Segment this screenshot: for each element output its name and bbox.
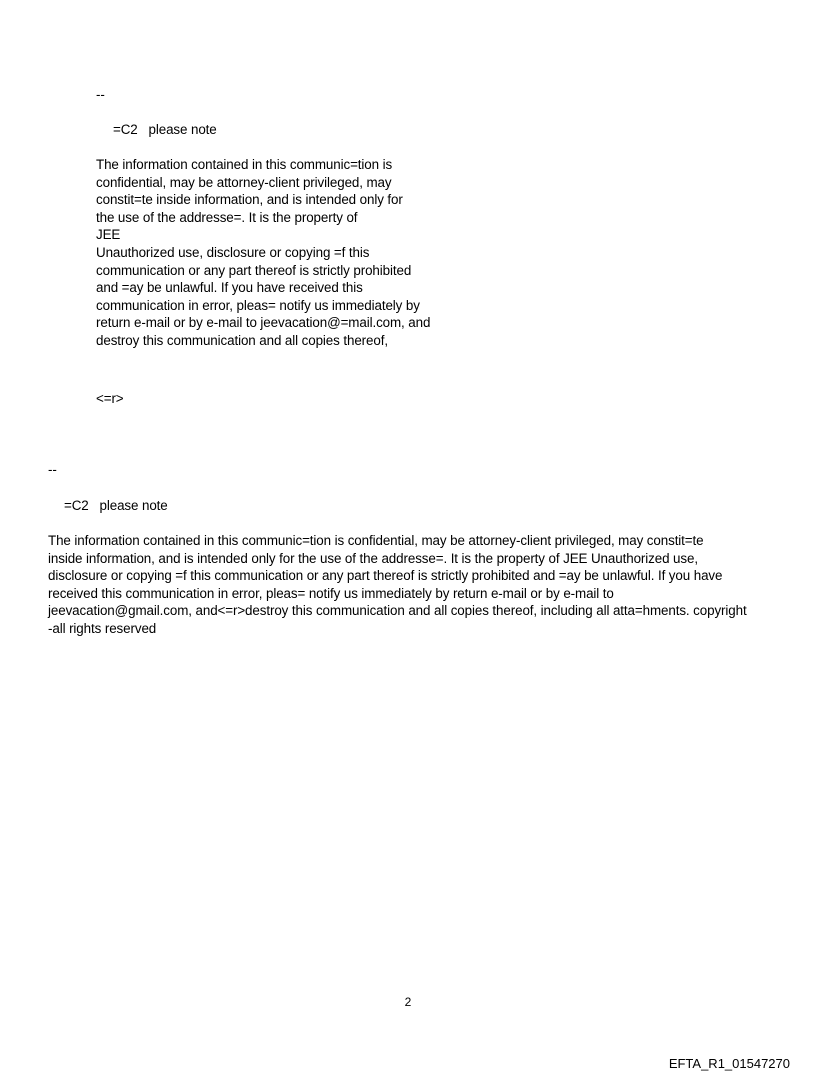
- page-number: 2: [404, 995, 412, 1009]
- document-id: EFTA_R1_01547270: [668, 1056, 790, 1071]
- section1-paragraph-line: confidential, may be attorney-client privileged, may: [96, 174, 392, 190]
- section1-note-heading: =C2 please note: [113, 122, 217, 137]
- section1-paragraph-line: communication in error, pleas= notify us immediately by: [96, 297, 420, 313]
- section1-trailer: <=r>: [96, 391, 124, 406]
- section1-paragraph: [96, 156, 430, 350]
- section2-paragraph-line: The information contained in this communic=tion is confidential, may be attorney-client privileged, may constit=te: [48, 533, 704, 548]
- section1-paragraph-line: destroy this communication and all copies thereof,: [96, 332, 388, 348]
- section1-separator: --: [96, 87, 105, 102]
- section1-paragraph-line: return e-mail or by e-mail to jeevacation@=mail.com, and: [96, 315, 431, 331]
- section1-paragraph-line: Unauthorized use, disclosure or copying =f this: [96, 244, 370, 260]
- section2-paragraph-line: inside information, and is intended only for the use of the addresse=. It is the property of JEE Unauthorized use,: [48, 550, 698, 566]
- section2-paragraph-line: disclosure or copying =f this communication or any part thereof is strictly prohibited and =ay be unlawful. If you have: [48, 568, 723, 584]
- section2-paragraph-line: jeevacation@gmail.com, and<=r>destroy this communication and all copies thereof, including all atta=hments. copyright: [48, 603, 747, 619]
- section1-paragraph-line: constit=te inside information, and is intended only for: [96, 192, 403, 208]
- section2-separator: --: [48, 462, 57, 477]
- section2-paragraph-line: -all rights reserved: [48, 620, 157, 636]
- section1-paragraph-line: and =ay be unlawful. If you have received this: [96, 280, 363, 296]
- section1-paragraph-line: JEE: [96, 227, 121, 243]
- section2-note-heading: =C2 please note: [64, 498, 168, 513]
- section2-paragraph: [48, 532, 747, 638]
- section1-paragraph-line: the use of the addresse=. It is the property of: [96, 209, 358, 225]
- section1-paragraph-line: communication or any part thereof is strictly prohibited: [96, 262, 412, 278]
- section2-paragraph-line: received this communication in error, pleas= notify us immediately by return e-mail or by e-mail to: [48, 585, 614, 601]
- section1-paragraph-line: The information contained in this communic=tion is: [96, 157, 393, 172]
